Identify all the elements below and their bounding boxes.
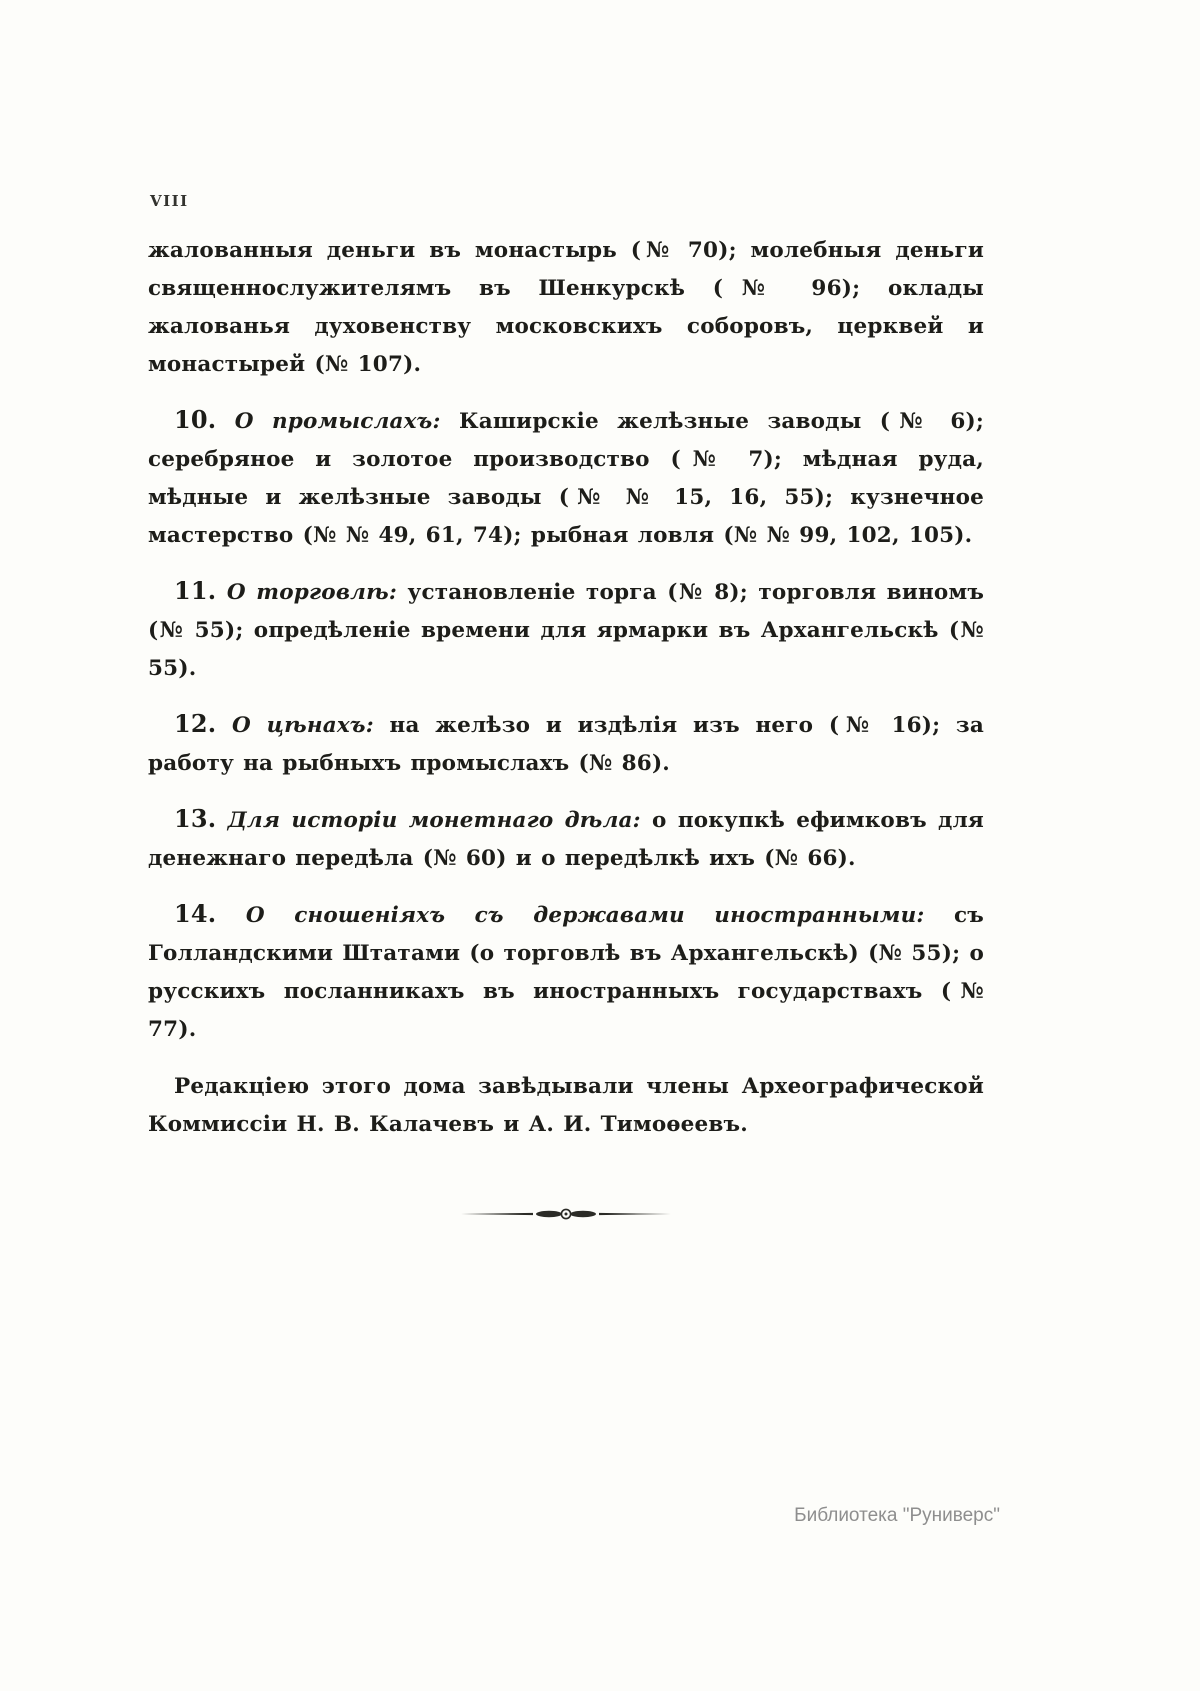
paragraph-text: Каширскіе желѣзные заводы (№ 6); серебряное и золотое производство (№ 7); мѣдная руда, мѣдные и желѣзные заводы (№ № 15, 16, 55); кузнечное мастерство (№ № 49, 61, 74); рыбная ловля (№ № 99, 102, 105). [148, 409, 985, 548]
text-block [148, 230, 984, 1222]
paragraph-topic: О торговлѣ: [226, 580, 397, 605]
paragraph-number: 12. [174, 709, 217, 738]
paragraph-text: жалованныя деньги въ монастырь (№ 70); молебныя деньги священнослужителямъ въ Шенкурскѣ (№ 96); оклады жалованья духовенству московскихъ соборовъ, церквей и монастырей (№ 107). [148, 238, 984, 377]
paragraph-topic: О промыслахъ: [234, 409, 441, 434]
paragraph-text: на желѣзо и издѣлія изъ него (№ 16); за работу на рыбныхъ промыслахъ (№ 86). [148, 713, 984, 776]
paragraph-number: 14. [174, 899, 217, 928]
paragraph [148, 1066, 984, 1144]
paragraph [148, 705, 984, 783]
paragraph-text: о покупкѣ ефимковъ для денежнаго передѣла (№ 60) и о передѣлкѣ ихъ (№ 66). [148, 808, 985, 871]
library-watermark: Библиотека "Руниверс" [794, 1505, 1000, 1526]
paragraph-topic: О цѣнахъ: [232, 713, 374, 738]
paragraph-topic: Для исторіи монетнаго дѣла: [227, 808, 641, 833]
paragraph-topic: О сношеніяхъ съ державами иностранными: [245, 903, 925, 928]
paragraph-number: 10. [174, 405, 217, 434]
paragraph-text: установленіе торга (№ 8); торговля виномъ (№ 55); опредѣленіе времени для ярмарки въ Архангельскѣ (№ 55). [148, 580, 985, 681]
paragraph-text: съ Голландскими Штатами (о торговлѣ въ Архангельскѣ) (№ 55); о русскихъ посланникахъ въ иностранныхъ государствахъ (№ 77). [148, 903, 984, 1042]
divider-ornament-icon [461, 1206, 671, 1222]
paragraph [148, 800, 984, 878]
paragraph [148, 895, 984, 1049]
paragraph-number: 13. [174, 804, 217, 833]
paragraph [148, 401, 984, 555]
paragraph [148, 230, 984, 384]
paragraph [148, 572, 984, 688]
paragraph-number: 11. [174, 576, 217, 605]
paragraph-text: Редакціею этого дома завѣдывали члены Археографической Коммиссіи Н. В. Калачевъ и А. И. Тимоѳеевъ. [148, 1074, 984, 1137]
page-number: VIII [150, 192, 189, 210]
